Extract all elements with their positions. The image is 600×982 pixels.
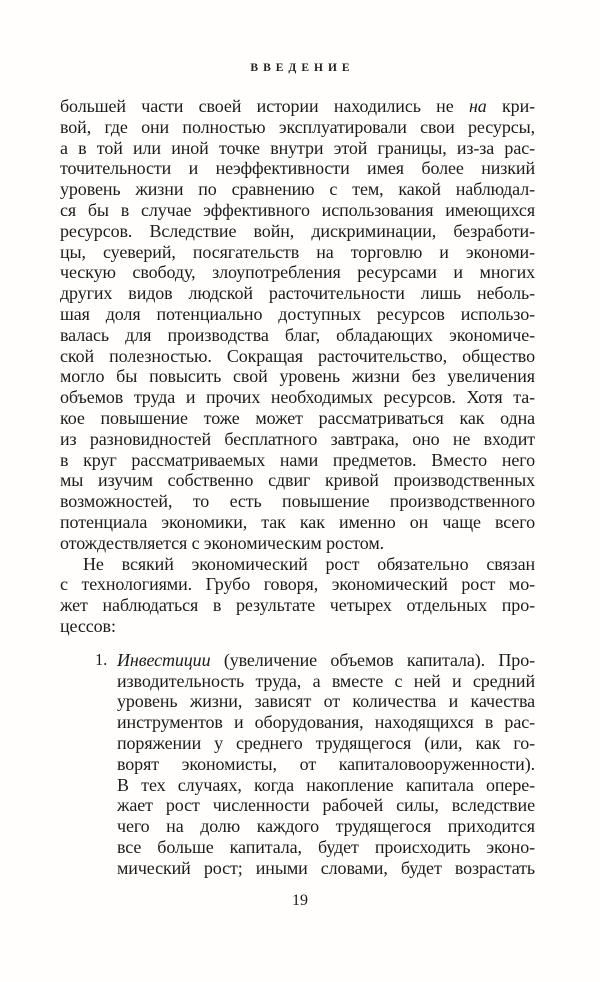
text-segment: большей части своей истории находились не (60, 96, 469, 116)
text-line (60, 429, 535, 450)
text-line (60, 554, 535, 575)
text-line (60, 179, 535, 200)
list-item (60, 650, 535, 879)
italic-text: Инвестиции (117, 649, 211, 670)
text-line (60, 595, 535, 616)
text-segment: поряжении у среднего трудящегося (или, как го- (117, 732, 535, 753)
text-segment: потенциала экономики, так как именно он чаще всего (60, 511, 535, 532)
text-line (60, 533, 535, 554)
text-line (117, 775, 535, 796)
text-line (117, 795, 535, 816)
text-segment: с технологиями. Грубо говоря, экономический рост мо- (60, 574, 535, 595)
text-line (60, 574, 535, 595)
text-segment: мический рост; иными словами, будет возрастать (117, 857, 535, 878)
text-line (60, 262, 535, 283)
text-line (60, 200, 535, 221)
paragraph (60, 554, 535, 637)
text-segment: ся бы в случае эффективного использования имеющихся (60, 199, 535, 220)
text-line (117, 816, 535, 837)
text-segment: Не всякий экономический рост обязательно связан (83, 553, 535, 574)
text-segment: объемов труда и прочих необходимых ресурсов. Хотя та- (60, 387, 535, 408)
text-line (60, 96, 535, 117)
text-line (117, 650, 535, 671)
text-line (117, 671, 535, 692)
text-line (60, 304, 535, 325)
text-segment: отождествляется с экономическим ростом. (60, 532, 385, 553)
text-line (60, 366, 535, 387)
text-segment: инструментов и оборудования, находящихся в рас- (117, 712, 535, 733)
text-line (60, 512, 535, 533)
text-segment: ресурсов. Вследствие войн, дискриминации, безработи- (60, 220, 535, 241)
text-segment: ческую свободу, злоупотребления ресурсами и многих (60, 262, 535, 283)
text-line (117, 858, 535, 879)
text-line (60, 470, 535, 491)
paragraph (60, 96, 535, 554)
text-line (117, 733, 535, 754)
text-segment: все больше капитала, будет происходить эконо- (117, 836, 535, 857)
text-line (60, 117, 535, 138)
text-segment: валась для производства благ, обладающих экономиче- (60, 324, 535, 345)
text-segment: уровень жизни по сравнению с тем, какой наблюдал- (60, 179, 535, 200)
text-segment: чего на долю каждого трудящегося приходится (117, 816, 535, 837)
text-segment: шая доля потенциально доступных ресурсов использо- (60, 303, 535, 324)
text-segment: уровень жизни, зависят от количества и качества (117, 691, 535, 712)
text-line (60, 138, 535, 159)
text-segment: изводительность труда, а вместе с ней и средний (117, 670, 535, 691)
text-line (60, 221, 535, 242)
text-line (60, 283, 535, 304)
text-segment: цы, суеверий, посягательств на торговлю и экономи- (60, 241, 535, 262)
text-line (60, 387, 535, 408)
text-segment: а в той или иной точке внутри этой границы, из-за рас- (60, 137, 535, 158)
text-segment: точительности и неэффективности имея более низкий (60, 158, 535, 179)
text-line (60, 450, 535, 471)
text-block (60, 96, 535, 878)
italic-text: на (468, 96, 487, 116)
text-segment: ской полезностью. Сокращая расточительство, общество (60, 345, 535, 366)
text-segment: могло бы повысить свой уровень жизни без увеличения (60, 366, 535, 387)
list-marker: 1. (95, 649, 108, 669)
text-line (60, 242, 535, 263)
text-segment: жет наблюдаться в результате четырех отдельных про- (60, 595, 535, 616)
text-segment: кое повышение тоже может рассматриваться как одна (60, 407, 535, 428)
text-segment: других видов людской расточительности лишь неболь- (60, 283, 535, 304)
text-segment: в круг рассматриваемых нами предметов. Вместо него (60, 449, 535, 470)
text-line (117, 712, 535, 733)
text-line (60, 158, 535, 179)
text-line (60, 408, 535, 429)
text-segment: (увеличение объемов капитала). Про- (210, 649, 535, 670)
text-segment: возможностей, то есть повышение производственного (60, 491, 535, 512)
text-line (60, 616, 535, 637)
text-segment: цессов: (60, 615, 116, 636)
text-segment: В тех случаях, когда накопление капитала опере- (117, 774, 535, 795)
text-segment: ворят экономисты, от капиталовооруженности). (117, 753, 535, 774)
text-line (117, 837, 535, 858)
text-line (117, 691, 535, 712)
text-segment: кри- (486, 96, 536, 116)
text-segment: вой, где они полностью эксплуатировали свои ресурсы, (60, 116, 535, 137)
page-number: 19 (292, 892, 308, 909)
text-line (60, 491, 535, 512)
text-segment: мы изучим собственно сдвиг кривой производственных (60, 470, 535, 491)
text-segment: жает рост численности рабочей силы, вследствие (117, 795, 535, 816)
text-line (60, 346, 535, 367)
text-segment: из разновидностей бесплатного завтрака, оно не входит (60, 428, 535, 449)
text-line (117, 754, 535, 775)
text-line (60, 325, 535, 346)
running-header: ВВЕДЕНИЕ (250, 62, 355, 74)
